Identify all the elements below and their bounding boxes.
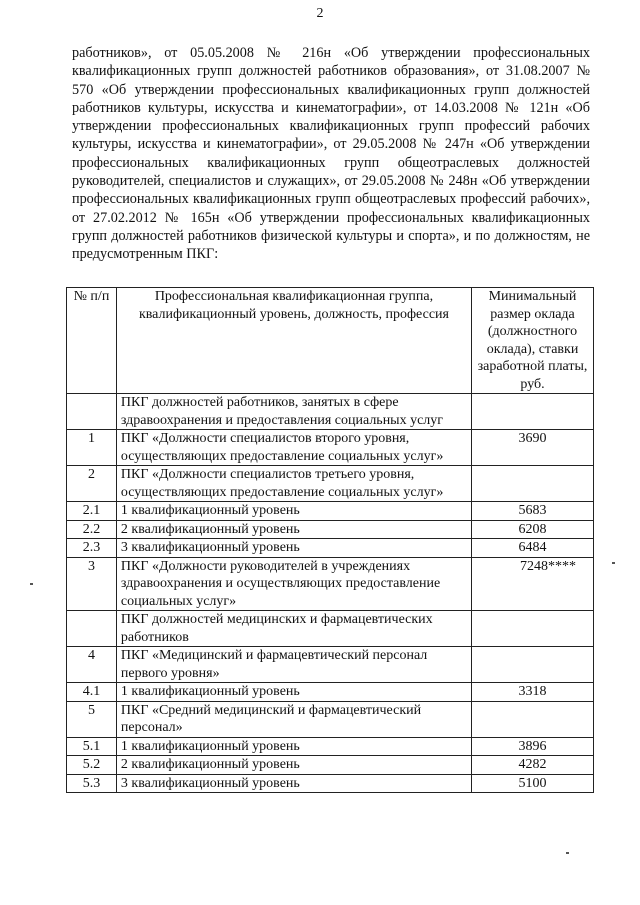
row-salary: 6208 <box>472 520 594 539</box>
row-salary: 3318 <box>472 683 594 702</box>
row-name: 1 квалификационный уровень <box>116 683 471 702</box>
table-header-row <box>67 288 594 394</box>
row-salary <box>472 701 594 737</box>
row-salary: 3690 <box>472 430 594 466</box>
table-row <box>67 701 594 737</box>
row-num: 5 <box>67 701 117 737</box>
row-salary: 4282 <box>472 756 594 775</box>
row-num: 1 <box>67 430 117 466</box>
table-row <box>67 466 594 502</box>
row-num <box>67 611 117 647</box>
table-row <box>67 539 594 558</box>
row-salary <box>472 466 594 502</box>
row-name: 1 квалификационный уровень <box>116 737 471 756</box>
header-num: № п/п <box>67 288 117 394</box>
table-row <box>67 756 594 775</box>
row-num: 2.2 <box>67 520 117 539</box>
row-num: 2.1 <box>67 502 117 521</box>
row-num: 5.2 <box>67 756 117 775</box>
row-name: ПКГ «Должности специалистов второго уровня, осуществляющих предоставление социальных услуг» <box>116 430 471 466</box>
row-salary: 5683 <box>472 502 594 521</box>
row-salary <box>472 611 594 647</box>
row-name: 3 квалификационный уровень <box>116 774 471 793</box>
salary-table <box>66 287 594 793</box>
row-name: 2 квалификационный уровень <box>116 520 471 539</box>
page-number: 2 <box>316 6 324 21</box>
row-num: 5.3 <box>67 774 117 793</box>
row-name: ПКГ должностей медицинских и фармацевтических работников <box>116 611 471 647</box>
table-row <box>67 520 594 539</box>
table-row <box>67 430 594 466</box>
row-name: ПКГ «Средний медицинский и фармацевтический персонал» <box>116 701 471 737</box>
row-name: ПКГ «Должности специалистов третьего уровня, осуществляющих предоставление социальных услуг» <box>116 466 471 502</box>
row-salary <box>472 647 594 683</box>
header-salary: Минимальный размер оклада (должностного оклада), ставки заработной платы, руб. <box>472 288 594 394</box>
table-row <box>67 774 594 793</box>
row-num: 2 <box>67 466 117 502</box>
row-name: ПКГ «Должности руководителей в учреждениях здравоохранения и осуществляющих предоставление социальных услуг» <box>116 557 471 611</box>
row-name: ПКГ «Медицинский и фармацевтический персонал первого уровня» <box>116 647 471 683</box>
row-num: 2.3 <box>67 539 117 558</box>
header-group-name: Профессиональная квалификационная группа, квалификационный уровень, должность, профессия <box>116 288 471 394</box>
row-name: 2 квалификационный уровень <box>116 756 471 775</box>
table-row <box>67 557 594 611</box>
scan-speck <box>30 583 33 585</box>
row-name: 1 квалификационный уровень <box>116 502 471 521</box>
row-num: 4.1 <box>67 683 117 702</box>
row-name: 3 квалификационный уровень <box>116 539 471 558</box>
scan-speck <box>566 852 569 854</box>
row-num <box>67 394 117 430</box>
scan-speck <box>612 562 615 564</box>
row-num: 4 <box>67 647 117 683</box>
table-row <box>67 502 594 521</box>
row-salary: 3896 <box>472 737 594 756</box>
row-salary: 6484 <box>472 539 594 558</box>
row-salary <box>472 394 594 430</box>
row-salary: 7248**** <box>472 557 594 611</box>
table-row <box>67 611 594 647</box>
table-row <box>67 394 594 430</box>
row-num: 5.1 <box>67 737 117 756</box>
table-row <box>67 647 594 683</box>
row-salary: 5100 <box>472 774 594 793</box>
intro-paragraph: работников», от 05.05.2008 № 216н «Об утверждении профессиональных квалификационных групп должностей работников образования», от 31.08.2007 № 570 «Об утверждении профессиональных квалификационных групп должностей работников культуры, искусства и кинематографии», от 14.03.2008 № 121н «Об утверждении профессиональных квалификационных групп профессий рабочих культуры, искусства и кинематографии», от 29.05.2008 № 247н «Об утверждении профессиональных квалификационных групп общеотраслевых должностей руководителей, специалистов и служащих», от 29.05.2008 № 248н «Об утверждении профессиональных квалификационных групп общеотраслевых профессий рабочих», от 27.02.2012 № 165н «Об утверждении профессиональных квалификационных групп должностей работников физической культуры и спорта», и по должностям, не предусмотренным ПКГ: <box>72 45 590 263</box>
row-name: ПКГ должностей работников, занятых в сфере здравоохранения и предоставления социальных услуг <box>116 394 471 430</box>
table-row <box>67 737 594 756</box>
row-num: 3 <box>67 557 117 611</box>
table-row <box>67 683 594 702</box>
